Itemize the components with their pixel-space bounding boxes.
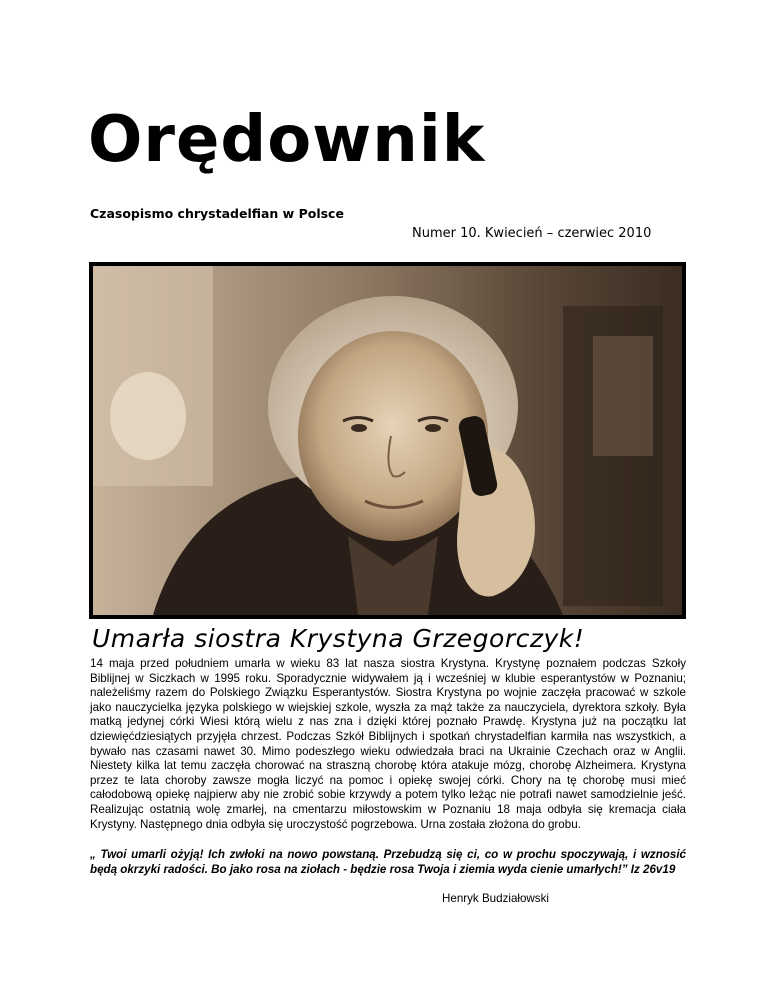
article-headline: Umarła siostra Krystyna Grzegorczyk! (92, 624, 585, 653)
portrait-photo (89, 262, 686, 619)
article-author: Henryk Budziałowski (442, 892, 549, 905)
article-paragraph: 14 maja przed południem umarła w wieku 83 lat nasza siostra Krystyna. Krystynę poznałem podczas Szkoły Biblijnej w Siczkach w 1995 roku. Sporadycznie widywałem ją i wcześniej w klubie esperantystów w Poznaniu; należeliśmy razem do Polskiego Związku Esperantystów. Siostra Krystyna po wojnie zaczęła pracować w szkole jako nauczycielka języka polskiego w wiejskiej szkole, wyszła za mąż także za nauczyciela, dyrektora szkoły. Była matką jedynej córki Wiesi którą wielu z nas zna i dzięki której poznało Prawdę. Krystyna już na początku lat dziewięćdziesiątych przyjęła chrzest. Podczas Szkół Biblijnych i spotkań chrystadelfian karmiła nas wszystkich, a bywało nas czasami nawet 30. Mimo podeszłego wieku odwiedzała braci na Ukrainie Czechach oraz w Anglii. Niestety kilka lat temu zaczęła chorować na straszną chorobę która atakuje mózg, chorobę Alzheimera. Krystyna przez te lata choroby zawsze mogła liczyć na pomoc i opiekę swojej córki. Chory na tę chorobę musi mieć całodobową opiekę najpierw aby nie zrobić sobie krzywdy a potem tylko leżąc nie potrafi nawet samodzielnie jeść. Realizując ostatnią wolę zmarłej, na cmentarzu miłostowskim w Poznaniu 18 maja odbyła się kremacja ciała Krystyny. Następnego dnia odbyła się uroczystość pogrzebowa. Urna została złożona do grobu. (90, 657, 686, 831)
masthead-title: Orędownik (88, 103, 486, 177)
portrait-photo-image (93, 266, 682, 615)
bible-quote: „ Twoi umarli ożyją! Ich zwłoki na nowo powstaną. Przebudzą się ci, co w prochu spoczywają, i wznosić będą okrzyki radości. Bo jako rosa na ziołach - będzie rosa Twoja i ziemia wyda cienie umarłych!” Iz 26v19 (90, 848, 686, 876)
publication-subtitle: Czasopismo chrystadelfian w Polsce (90, 206, 344, 221)
issue-number: Numer 10. Kwiecień – czerwiec 2010 (412, 226, 652, 241)
article-body (90, 657, 686, 832)
